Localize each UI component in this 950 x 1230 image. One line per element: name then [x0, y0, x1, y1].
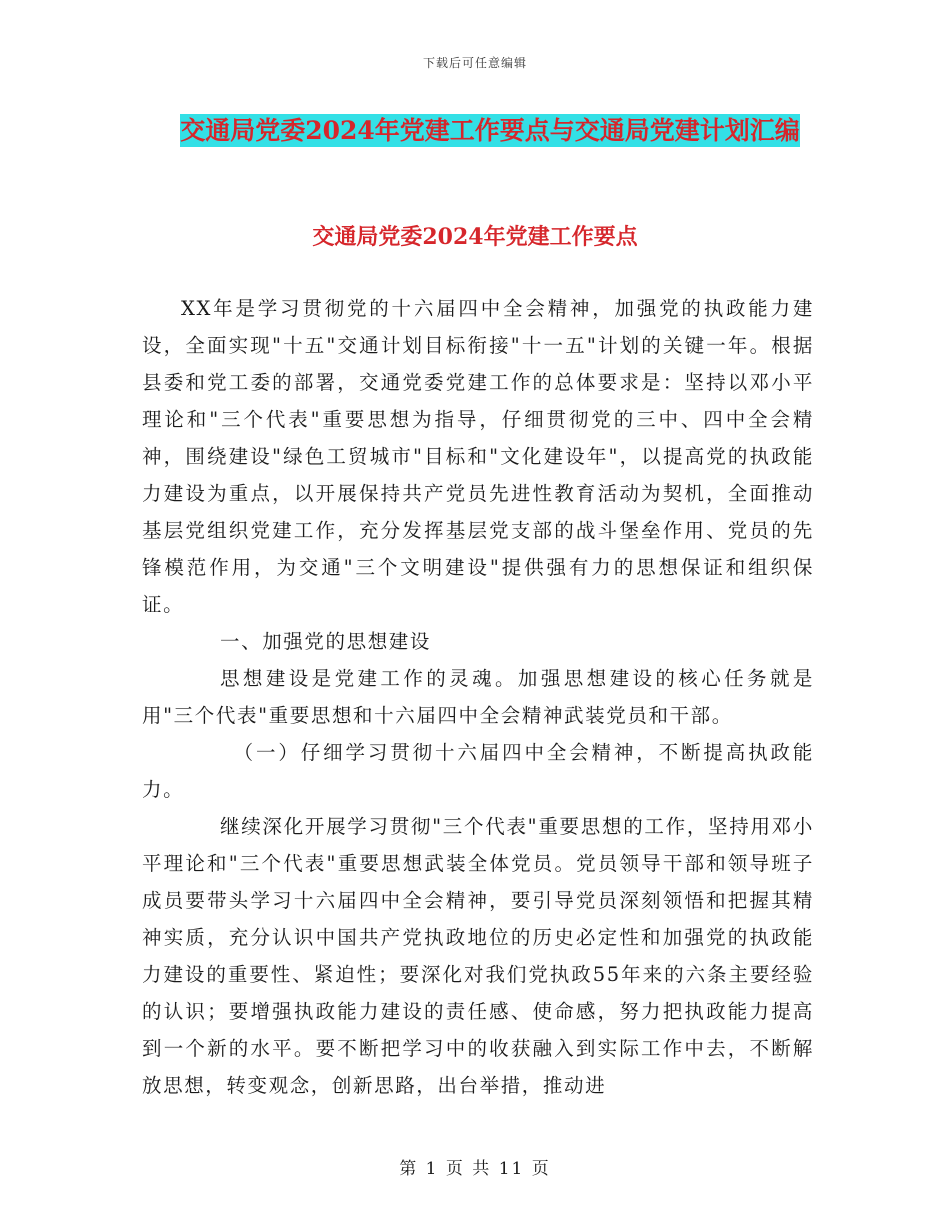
- main-title-text: 交通局党委2024年党建工作要点与交通局党建计划汇编: [180, 116, 800, 145]
- paragraph-section-1: 思想建设是党建工作的灵魂。加强思想建设的核心任务就是用"三个代表"重要思想和十六届四中全会精神武装党员和干部。: [142, 667, 814, 727]
- paragraph-subsection-1: 继续深化开展学习贯彻"三个代表"重要思想的工作，坚持用邓小平理论和"三个代表"重要思想武装全体党员。党员领导干部和领导班子成员要带头学习十六届四中全会精神，要引导党员深刻领悟和把握其精神实质，充分认识中国共产党执政地位的历史必定性和加强党的执政能力建设的重要性、紧迫性；要深化对我们党执政55年来的六条主要经验的认识；要增强执政能力建设的责任感、使命感，努力把执政能力提高到一个新的水平。要不断把学习中的收获融入到实际工作中去，不断解放思想，转变观念，创新思路，出台举措，推动进: [142, 815, 814, 1097]
- heading-subsection-1: （一）仔细学习贯彻十六届四中全会精神，不断提高执政能力。: [142, 741, 814, 801]
- heading-section-1: 一、加强党的思想建设: [220, 630, 432, 653]
- page-footer: 第 1 页 共 11 页: [399, 1159, 551, 1179]
- page-header-note: 下载后可任意编辑: [422, 56, 527, 70]
- document-main-title: [140, 110, 840, 152]
- section-title: 交通局党委2024年党建工作要点: [312, 224, 638, 250]
- document-body: [142, 290, 814, 1104]
- paragraph-intro: XX年是学习贯彻党的十六届四中全会精神，加强党的执政能力建设，全面实现"十五"交通计划目标衔接"十一五"计划的关键一年。根据县委和党工委的部署，交通党委党建工作的总体要求是：坚持以邓小平理论和"三个代表"重要思想为指导，仔细贯彻党的三中、四中全会精神，围绕建设"绿色工贸城市"目标和"文化建设年"，以提高党的执政能力建设为重点，以开展保持共产党员先进性教育活动为契机，全面推动基层党组织党建工作，充分发挥基层党支部的战斗堡垒作用、党员的先锋模范作用，为交通"三个文明建设"提供强有力的思想保证和组织保证。: [142, 297, 814, 616]
